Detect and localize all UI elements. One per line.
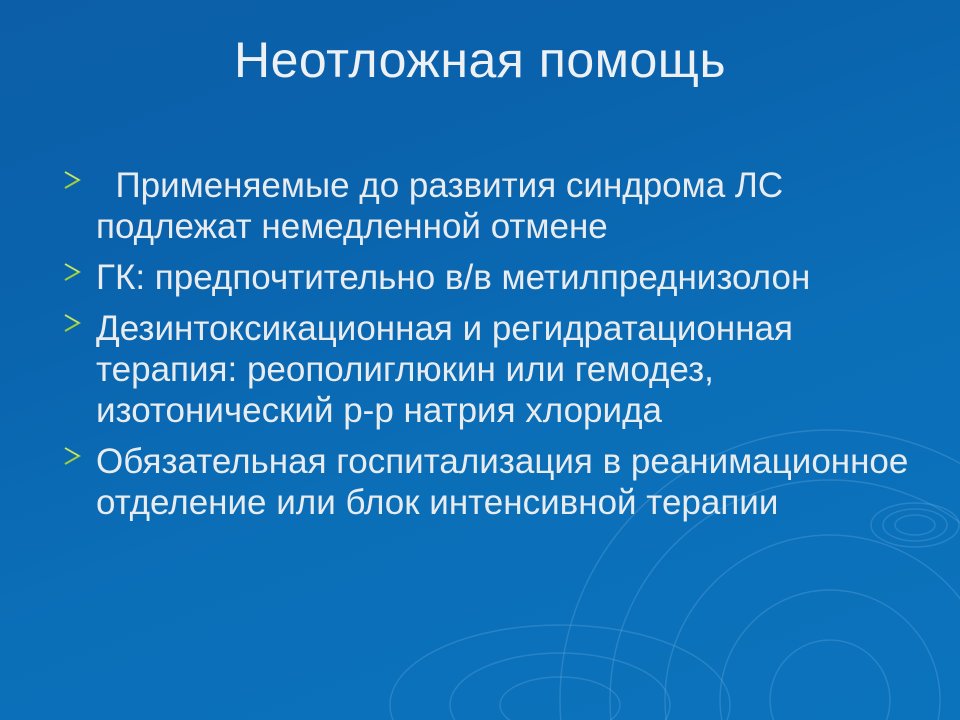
chevron-right-icon [62,445,84,467]
bullet-text: Обязательная госпитализация в реанимационное отделение или блок интенсивной терапии [96,442,909,522]
bullet-list [62,165,922,533]
slide-title: Неотложная помощь [234,32,726,88]
bullet-text: ГК: предпочтительно в/в метилпреднизолон [96,258,811,297]
chevron-right-icon [62,312,84,334]
bullet-text: Применяемые до развития синдрома ЛС подлежат немедленной отмене [96,166,793,246]
bullet-item [62,308,922,431]
bullet-item [62,165,922,247]
bullet-text: Дезинтоксикационная и регидратационная терапия: реополиглюкин или гемодез, изотонический р-р натрия хлорида [96,309,793,430]
bullet-item [62,257,922,298]
chevron-right-icon [62,261,84,283]
chevron-right-icon [62,169,84,191]
bullet-item [62,441,922,523]
